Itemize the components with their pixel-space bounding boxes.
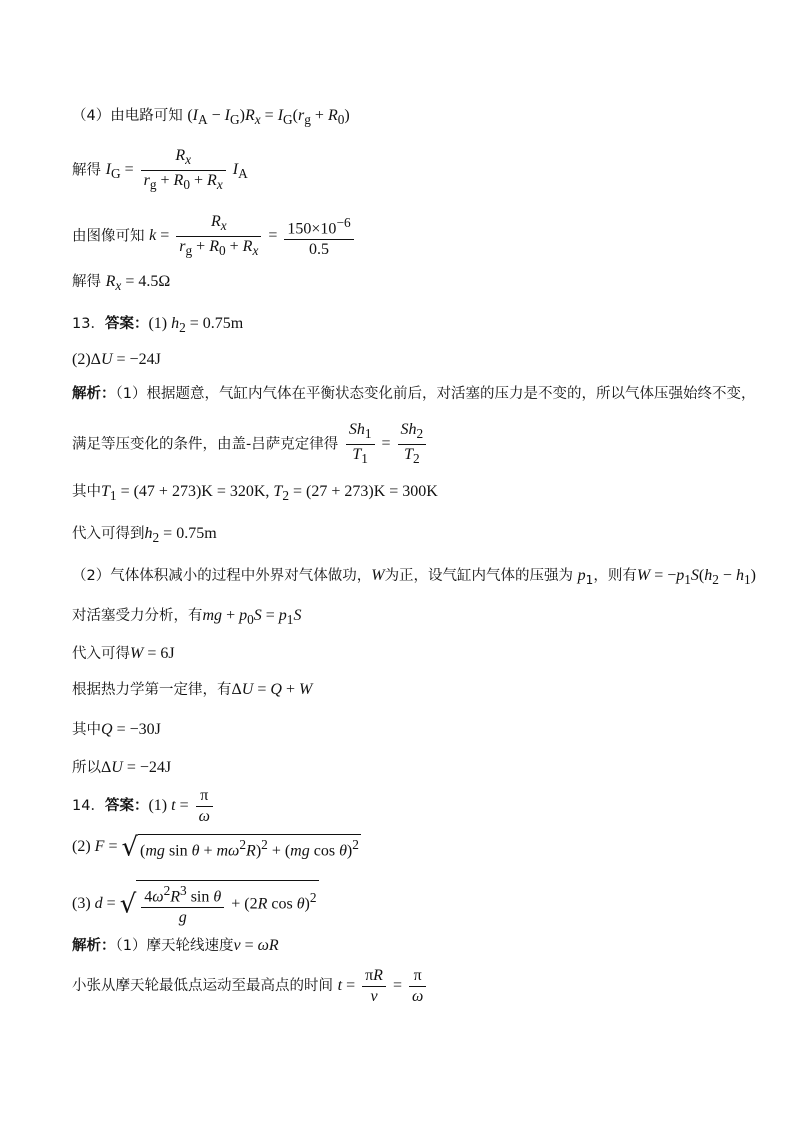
q13-force-text: 对活塞受力分析，有 — [72, 608, 203, 624]
text-circuit-intro: （4）由电路可知 — [72, 108, 183, 124]
q13-temperatures — [72, 482, 438, 506]
q13-answer-1 — [72, 314, 243, 338]
q14-explanation-label: 解析： — [72, 938, 116, 954]
q13-gay-lussac-math: $\frac{Sh_1}{T_1}$ = $\frac{Sh_2}{T_2}$ — [343, 435, 429, 452]
q13-force-math: mg + $p_0S = p_1S$ — [202, 607, 302, 628]
q14-answer-2-math: (2) F = √ (mg $\sin \theta + m\omega^2R)^2 + (mg$ cos θ)$^2$ — [72, 832, 359, 863]
q13-work-text: （2）气体体积减小的过程中外界对气体做功，W为正，设气缸内气体的压强为 $p_1$，则有 — [72, 567, 637, 587]
q13-answer-2 — [72, 350, 161, 370]
q13-gay-lussac-text: 满足等压变化的条件，由盖-吕萨克定律得 — [72, 436, 339, 453]
q13-gay-lussac — [72, 420, 429, 469]
q13-q-value — [72, 720, 161, 740]
q13-work — [72, 566, 756, 590]
q13-du-value — [72, 758, 171, 778]
q13-explanation — [72, 384, 755, 404]
q13-explanation-label: 解析： — [72, 386, 116, 402]
text-solve-1: 解得 — [72, 162, 101, 179]
q14-answer-1-math: (1) t = $\frac{\pi}{\omega}$ — [148, 797, 215, 814]
q14-answer-3-math: (3) d = √ $\frac{4\omega^2R^3 \sin \theta}{g}$ + (2R cos θ)$^2$ — [72, 895, 319, 912]
q14-explanation — [72, 936, 279, 956]
q13-answer-label: 答案： — [104, 316, 149, 332]
math-circuit-eq: $(I_A - I_G)R_x = I_G(r_g + R_0)$ — [187, 107, 350, 128]
q13-temperatures-math: $T_1 = (47 + 273)K = 320K$, $T_2 = (27 + 273)K = 300K$ — [101, 483, 438, 504]
text-graph-intro: 由图像可知 — [72, 228, 145, 245]
q14-answer-2 — [72, 834, 361, 861]
math-ig-eq: $I_G$ = $\frac{R_x}{r_g + R_0 + R_x}$ $I_A$ — [105, 147, 248, 193]
q13-answer-1-math: (1) $h_2 = 0.75m$ — [148, 315, 244, 336]
math-rx-result: $R_x = 4.5\Omega$ — [105, 273, 171, 294]
q13-q-math: Q = −30J — [101, 721, 161, 738]
q14-time — [72, 966, 429, 1007]
q14-time-text: 小张从摩天轮最低点运动至最高点的时间 — [72, 978, 333, 995]
q13-work-math: $W = -p_1S(h_2 - h_1)$ — [636, 567, 756, 588]
q13-number: 13． — [72, 316, 105, 332]
q13-answer-2-math: (2)ΔU = −24J — [72, 351, 161, 368]
q14-answer-3 — [72, 880, 319, 928]
q13-w-text: 代入可得 — [72, 646, 130, 662]
math-slope-eq: k = $\frac{R_x}{r_g + R_0 + R_x}$ = $\frac{150\times 10^{-6}}{0.5}$ — [149, 227, 357, 244]
q14-velocity-math: v = ωR — [233, 937, 279, 954]
q14-explanation-text: （1）摩天轮线速度 — [115, 938, 234, 954]
eq-line-slope — [72, 212, 357, 261]
q13-h2-text: 代入可得到 — [72, 526, 145, 542]
q13-force — [72, 606, 301, 630]
q14-number: 14． — [72, 798, 105, 815]
q14-answer-label: 答案： — [104, 798, 149, 815]
q13-explanation-text: （1）根据题意，气缸内气体在平衡状态变化前后，对活塞的压力是不变的，所以气体压强始终不变， — [115, 386, 756, 402]
q13-w-math: W = 6J — [130, 645, 175, 662]
q13-du-text: 所以 — [72, 760, 101, 776]
q13-q-text: 其中 — [72, 722, 101, 738]
q13-first-law-text: 根据热力学第一定律，有 — [72, 682, 232, 698]
q14-time-math: t = $\frac{\pi R}{v}$ = $\frac{\pi}{\omega}$ — [338, 977, 430, 994]
text-solve-2: 解得 — [72, 274, 101, 290]
q13-first-law — [72, 680, 312, 700]
eq-line-rx — [72, 272, 170, 296]
q13-du-math: ΔU = −24J — [101, 759, 172, 776]
q13-h2 — [72, 524, 217, 548]
eq-line-ig — [72, 146, 248, 195]
eq-line-circuit — [72, 106, 350, 130]
q13-h2-math: $h_2 = 0.75m$ — [144, 525, 217, 546]
q13-temperatures-text: 其中 — [72, 484, 101, 500]
q13-w-value — [72, 644, 175, 664]
q14-answer-1 — [72, 786, 216, 827]
q13-first-law-math: ΔU = Q + W — [231, 681, 313, 698]
